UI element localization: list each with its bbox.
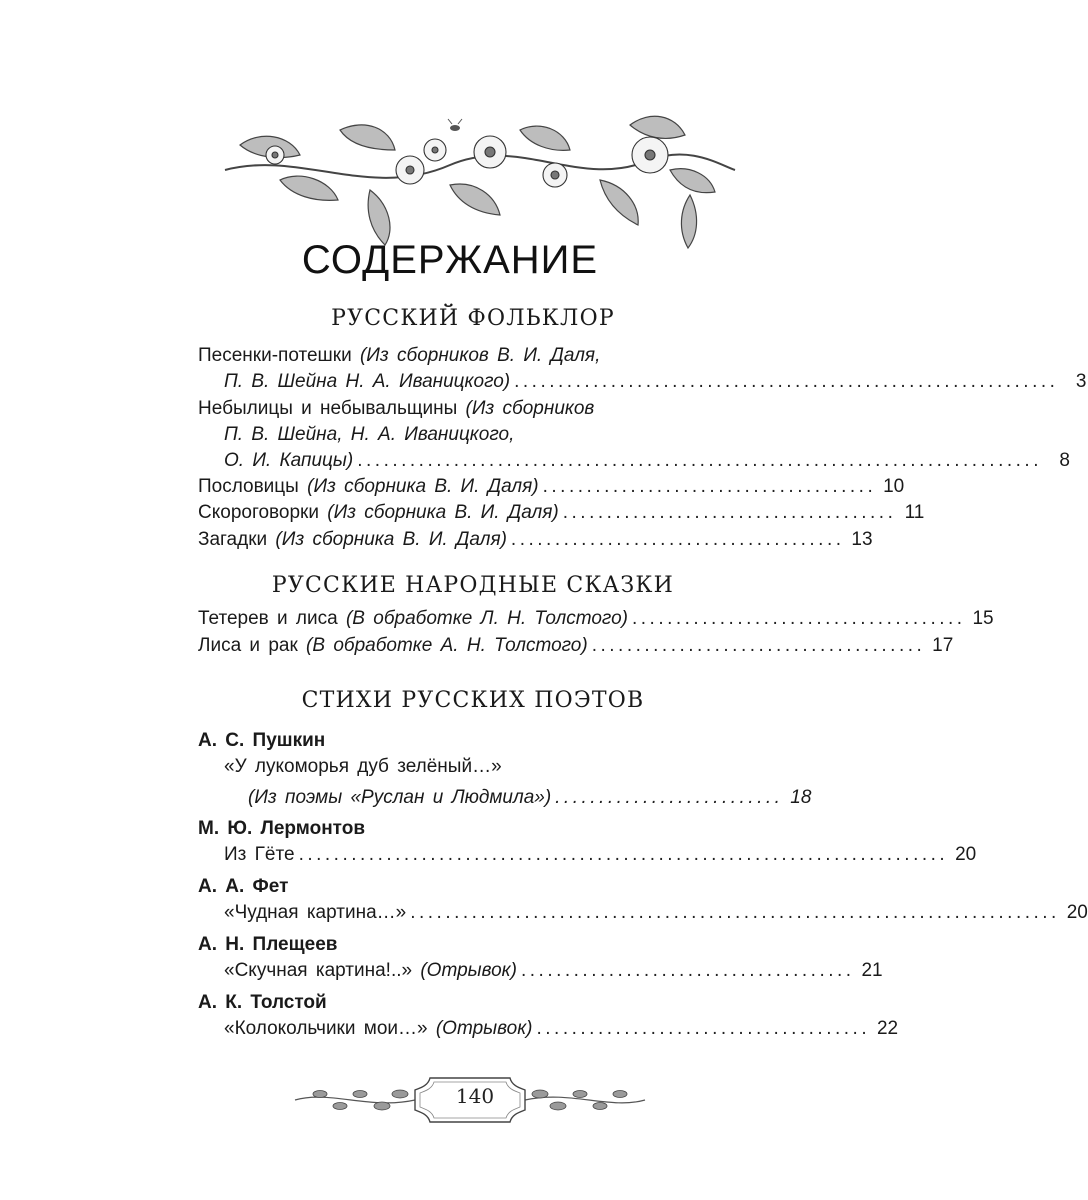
entry-title: Из Гёте (224, 844, 295, 865)
toc-entry[interactable] (198, 343, 750, 369)
entry-title: Тетерев и лиса (198, 608, 346, 629)
author-name: А. Н. Плещеев (198, 934, 338, 955)
leader-dots: .............................................................. (514, 371, 1059, 392)
floral-garland-illustration (220, 110, 740, 250)
toc-entry[interactable] (198, 606, 994, 632)
page-ref: 8 (1059, 450, 1070, 471)
entry-source: (В обработке Л. Н. Толстого) (345, 608, 628, 629)
leader-dots: ...................................... (631, 608, 966, 629)
leader-dots: .............................................................................. (357, 450, 1042, 471)
page-ref: 22 (876, 1018, 899, 1039)
section-heading: РУССКИЙ ФОЛЬКЛОР (331, 306, 615, 331)
author-name: А. А. Фет (198, 876, 289, 897)
entry-title: Скороговорки (198, 502, 328, 523)
entry-title: Пословицы (198, 476, 308, 497)
page-ref: 15 (972, 608, 994, 629)
page-ref: 18 (790, 787, 812, 808)
entry-title: Лиса и рак (198, 635, 307, 656)
entry-title: «У лукоморья дуб зелёный…» (224, 756, 502, 777)
leader-dots: ...................................... (520, 960, 855, 981)
toc-entry[interactable] (198, 527, 873, 553)
leader-dots: ...................................... (562, 502, 897, 523)
section-heading: СТИХИ РУССКИХ ПОЭТОВ (301, 688, 645, 713)
entry-title: «Чудная картина…» (224, 902, 407, 923)
leader-dots: ...................................... (542, 476, 877, 497)
entry-title: Небылицы и небывальщины (198, 398, 466, 419)
toc-entry-continuation (224, 448, 1070, 474)
entry-title: Песенки-потешки (198, 345, 360, 366)
author-name: М. Ю. Лермонтов (198, 818, 366, 839)
toc-entry[interactable] (198, 500, 925, 526)
toc-entry-continuation (224, 422, 750, 448)
entry-note: (Отрывок) (420, 960, 517, 981)
entry-source: (Из поэмы «Руслан и Людмила») (248, 787, 552, 808)
toc-entry[interactable] (224, 1016, 899, 1042)
entry-note: (Отрывок) (435, 1018, 533, 1039)
entry-source: (Из сборников (465, 398, 595, 419)
entry-source: П. В. Шейна, Н. А. Иваницкого, (224, 424, 515, 445)
author-name: А. С. Пушкин (198, 730, 326, 751)
page-ref: 21 (861, 960, 883, 981)
page-number: 140 (455, 1084, 495, 1108)
leader-dots: ...................................... (591, 635, 926, 656)
entry-title: Загадки (198, 529, 276, 550)
toc-entry[interactable] (198, 396, 750, 422)
section-heading: РУССКИЕ НАРОДНЫЕ СКАЗКИ (271, 573, 675, 598)
leader-dots: .......................... (555, 787, 784, 808)
entry-source: (Из сборников В. И. Даля, (359, 345, 601, 366)
toc-entry[interactable] (224, 842, 977, 868)
leader-dots: .......................................................................... (410, 902, 1060, 923)
toc-entry-continuation (224, 369, 1087, 395)
page-ref: 10 (883, 476, 905, 497)
leader-dots: .......................................................................... (298, 844, 949, 865)
toc-entry-continuation (248, 785, 812, 811)
page-ref: 11 (904, 502, 925, 523)
entry-source: (Из сборника В. И. Даля) (275, 529, 507, 550)
author-name: А. К. Толстой (198, 992, 327, 1013)
page-ref: 20 (955, 844, 977, 865)
toc-entry[interactable] (224, 900, 1088, 926)
entry-source: (Из сборника В. И. Даля) (327, 502, 559, 523)
leader-dots: ...................................... (536, 1018, 871, 1039)
page-ref: 13 (851, 529, 873, 550)
toc-entry[interactable] (224, 958, 883, 984)
entry-source: (В обработке А. Н. Толстого) (306, 635, 588, 656)
entry-title: «Колокольчики мои…» (224, 1018, 436, 1039)
toc-entry[interactable] (198, 633, 954, 659)
toc-entry[interactable] (224, 754, 750, 780)
toc-entry[interactable] (198, 474, 905, 500)
entry-source: О. И. Капицы) (224, 450, 354, 471)
page-ref: 17 (932, 635, 954, 656)
entry-source: (Из сборника В. И. Даля) (307, 476, 539, 497)
entry-title: «Скучная картина!..» (224, 960, 421, 981)
page-title: СОДЕРЖАНИЕ (301, 238, 599, 282)
entry-source: П. В. Шейна Н. А. Иваницкого) (224, 371, 511, 392)
page-ref: 20 (1066, 902, 1088, 923)
page-ref: 3 (1075, 371, 1087, 392)
leader-dots: ...................................... (510, 529, 845, 550)
